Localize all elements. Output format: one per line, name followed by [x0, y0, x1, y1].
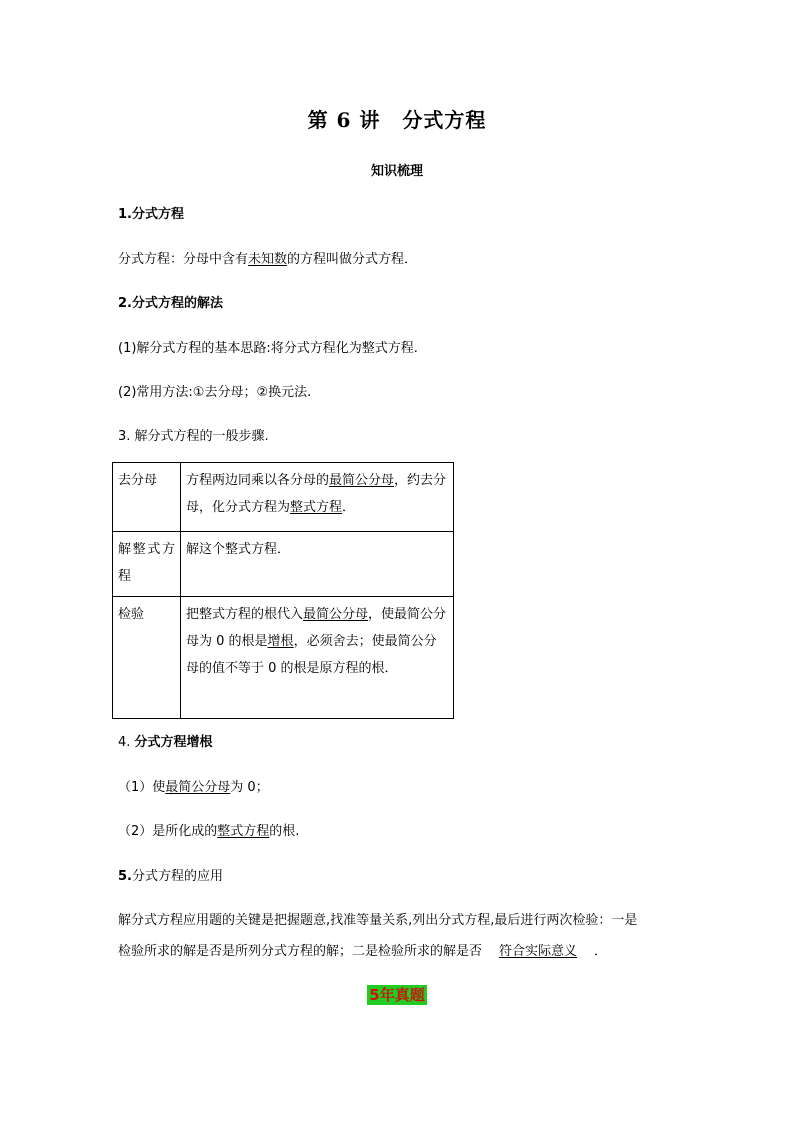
step-name: 解整式方程: [113, 532, 181, 597]
step-description: 方程两边同乘以各分母的最简公分母，约去分母，化分式方程为整式方程．: [181, 463, 454, 532]
sec5-paragraph-line1: 解分式方程应用题的关键是把握题意,找准等量关系,列出分式方程,最后进行两次检验：一是: [118, 913, 638, 928]
step-description: 解这个整式方程．: [181, 532, 454, 597]
past-exams-label: 5年真题: [369, 986, 425, 1004]
sec1-definition: 分式方程：分母中含有未知数的方程叫做分式方程．: [118, 252, 418, 267]
page-title: [0, 104, 794, 133]
section-subtitle: 知识梳理: [370, 164, 423, 179]
term-extraneous-root: 增根: [267, 634, 294, 649]
lecture-number: 第 6 讲: [307, 108, 381, 132]
term-lcd: 最简公分母: [165, 780, 231, 795]
term-lcd: 最简公分母: [303, 607, 369, 622]
table-row: [113, 532, 454, 597]
sec2-item1: (1)解分式方程的基本思路:将分式方程化为整式方程.: [118, 341, 418, 356]
sec2-item2: (2)常用方法:①去分母；②换元法.: [118, 385, 312, 400]
sec4-heading: 4. 分式方程增根: [118, 735, 213, 750]
steps-table: [112, 462, 454, 719]
sec3-heading: 3. 解分式方程的一般步骤.: [118, 429, 269, 444]
term-unknown: 未知数: [248, 252, 288, 267]
answer-blank: 符合实际意义: [499, 944, 578, 959]
past-exams-banner: [0, 984, 794, 1005]
lecture-topic: 分式方程: [402, 108, 487, 132]
sec2-heading: 2.分式方程的解法: [118, 296, 223, 311]
table-row: [113, 597, 454, 719]
sec4-item2: （2）是所化成的整式方程的根.: [118, 824, 300, 839]
sec5-paragraph-line2: 检验所求的解是否是所列分式方程的解；二是检验所求的解是否 符合实际意义 ．: [118, 940, 607, 959]
step-name: 检验: [113, 597, 181, 719]
term-lcd: 最简公分母: [329, 473, 395, 488]
step-name: 去分母: [113, 463, 181, 532]
table-row: [113, 463, 454, 532]
sec1-heading: 1.分式方程: [118, 207, 184, 222]
term-polynomial-equation: 整式方程: [217, 824, 270, 839]
sec5-heading: 5.分式方程的应用: [118, 869, 223, 884]
term-polynomial-equation: 整式方程: [290, 500, 343, 515]
sec4-item1: （1）使最简公分母为 0；: [118, 780, 269, 795]
step-description: 把整式方程的根代入最简公分母，使最简公分母为 0 的根是增根，必须舍去；使最简公分母的值不等于 0 的根是原方程的根．: [181, 597, 454, 719]
